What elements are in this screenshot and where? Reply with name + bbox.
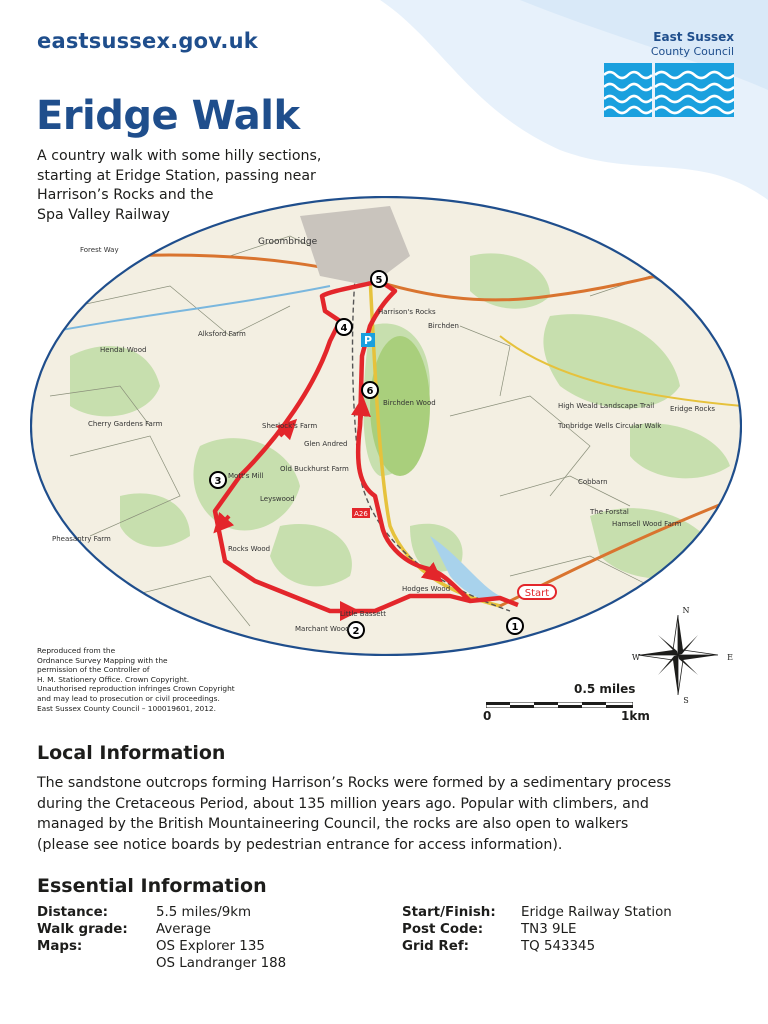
info-value: OS Landranger 188 <box>156 956 287 971</box>
copyright-line: Reproduced from the <box>37 646 116 655</box>
place-label: Old Buckhurst Farm <box>280 465 349 473</box>
waypoint-label: 5 <box>375 275 383 286</box>
local-text-line: during the Cretaceous Period, about 135 million years ago. Popular with climbers, and <box>37 795 649 812</box>
info-value: TN3 9LE <box>521 922 577 937</box>
logo-line-2: County Council <box>650 45 734 58</box>
info-value: OS Explorer 135 <box>156 939 265 954</box>
place-label: Hodges Wood <box>402 585 451 593</box>
local-text-line: managed by the British Mountaineering Council, the rocks are also open to walkers <box>37 816 629 832</box>
waypoint-label: 3 <box>214 476 222 487</box>
copyright-line: Unauthorised reproduction infringes Crown Copyright <box>37 684 235 694</box>
waypoint-label: 2 <box>352 626 360 637</box>
copyright-notice <box>37 646 235 713</box>
waypoint-marker <box>348 622 364 638</box>
place-label: Forest Way <box>80 246 119 254</box>
svg-text:A26: A26 <box>354 510 368 518</box>
place-label: Hamsell Wood Farm <box>612 520 682 528</box>
local-information-heading: Local Information <box>37 742 226 764</box>
place-label: Cherry Gardens Farm <box>88 420 163 428</box>
info-label: Start/Finish: <box>402 905 496 920</box>
scale-bar <box>478 682 648 722</box>
essential-left-labels <box>37 904 128 955</box>
place-label: Glen Andred <box>304 440 348 448</box>
place-label: Cobbarn <box>578 478 608 486</box>
local-text-line: The sandstone outcrops forming Harrison’s Rocks were formed by a sedimentary process <box>37 775 672 791</box>
subtitle-line: Harrison’s Rocks and the <box>37 187 214 203</box>
compass-w: W <box>631 653 641 662</box>
page-title: Eridge Walk <box>36 93 300 139</box>
local-text-line: (please see notice boards by pedestrian entrance for access information). <box>37 836 563 853</box>
info-value: TQ 543345 <box>521 939 596 954</box>
place-label: The Forstal <box>590 508 629 516</box>
local-information-text <box>37 773 737 855</box>
place-label: Marchant Wood <box>295 625 350 633</box>
subtitle-line: starting at Eridge Station, passing near <box>37 167 316 184</box>
waypoint-label: 6 <box>366 386 374 397</box>
place-label: Tunbridge Wells Circular Walk <box>558 422 662 430</box>
place-label: Eridge Rocks <box>670 405 716 413</box>
compass-s: S <box>683 696 689 705</box>
copyright-line: H. M. Stationery Office. Crown Copyright. <box>37 674 190 684</box>
waypoint-marker <box>210 472 226 488</box>
place-label: Groombridge <box>258 237 318 247</box>
info-value: Average <box>156 922 211 937</box>
essential-information-heading: Essential Information <box>37 875 267 897</box>
waypoint-marker <box>371 271 387 287</box>
scale-miles-label: 0.5 miles <box>574 682 636 696</box>
copyright-line: and may lead to prosecution or civil proceedings. <box>37 693 220 703</box>
place-label: Alksford Farm <box>198 330 246 338</box>
subtitle-line: Spa Valley Railway <box>37 206 170 223</box>
place-label: Little Bassett <box>340 610 386 618</box>
place-label: Harrison's Rocks <box>378 308 436 316</box>
waypoint-label: 4 <box>340 323 348 334</box>
waypoint-label: 1 <box>511 622 519 633</box>
place-label: Pheasantry Farm <box>52 535 111 543</box>
road-number-icon <box>352 508 370 518</box>
waypoint-marker <box>507 618 523 634</box>
place-label: Mott's Mill <box>228 472 264 480</box>
compass-n: N <box>682 606 690 615</box>
info-label: Distance: <box>37 905 109 920</box>
info-value: Eridge Railway Station <box>521 905 672 920</box>
waypoint-marker <box>362 382 378 398</box>
waypoint-marker <box>336 319 352 335</box>
svg-text:P: P <box>363 334 373 347</box>
compass-e: E <box>727 653 733 662</box>
place-label: Rocks Wood <box>228 545 271 553</box>
scale-km-label: 1km <box>621 709 650 723</box>
site-url[interactable]: eastsussex.gov.uk <box>37 29 258 53</box>
council-logo <box>600 30 734 117</box>
info-value: 5.5 miles/9km <box>156 905 252 920</box>
copyright-line: permission of the Controller of <box>37 665 150 675</box>
info-label: Walk grade: <box>37 922 128 937</box>
copyright-line: Ordnance Survey Mapping with the <box>37 655 168 665</box>
place-label: Sherlock's Farm <box>262 422 318 430</box>
start-badge <box>518 585 556 599</box>
essential-left-values <box>156 904 286 972</box>
info-label: Post Code: <box>402 922 484 937</box>
info-label: Grid Ref: <box>402 939 470 954</box>
parking-icon <box>361 333 375 347</box>
subtitle-line: A country walk with some hilly sections, <box>37 148 322 164</box>
logo-line-1: East Sussex <box>653 30 734 44</box>
scale-bar-graphic <box>486 702 633 708</box>
place-label: Birchden <box>428 322 459 330</box>
council-waves-icon <box>604 63 734 117</box>
info-label: Maps: <box>37 939 83 954</box>
place-label: High Weald Landscape Trail <box>558 402 655 410</box>
route-map <box>30 196 742 656</box>
place-label: Leyswood <box>260 495 295 503</box>
scale-zero-label: 0 <box>483 709 492 723</box>
copyright-line: East Sussex County Council – 100019601, 2012. <box>37 703 216 713</box>
essential-right-labels <box>402 904 496 955</box>
essential-right-values <box>521 904 672 955</box>
place-label: Birchden Wood <box>383 399 436 407</box>
place-label: Hendal Wood <box>100 346 147 354</box>
start-label: Start <box>524 588 550 599</box>
